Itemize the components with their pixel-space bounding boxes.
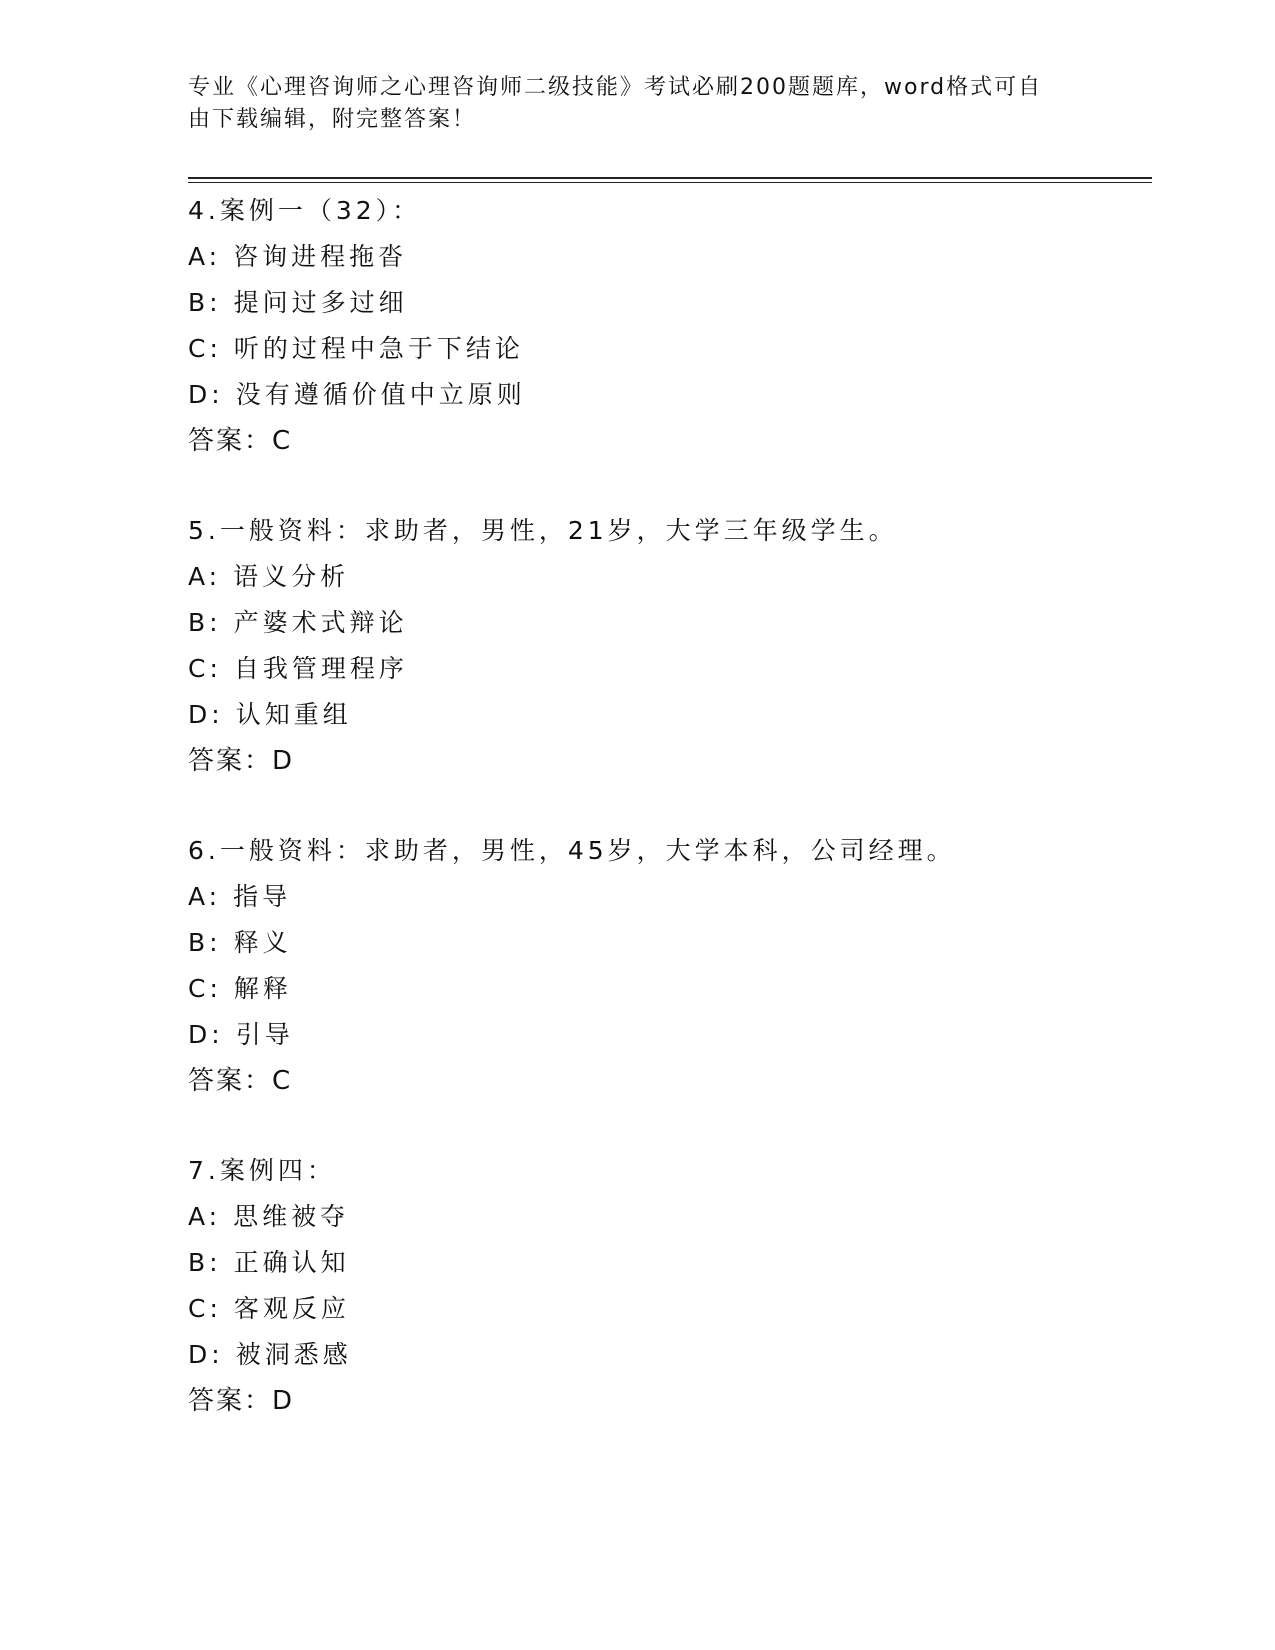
question-6 [188,828,1148,1104]
option-text: 听的过程中急于下结论 [233,334,524,363]
option-letter: A: [188,562,222,591]
option-text: 指导 [233,882,292,911]
option-d [188,1012,1148,1058]
question-list [188,188,1148,1468]
option-d [188,1332,1148,1378]
option-a [188,554,1148,600]
option-b [188,600,1148,646]
option-text: 释义 [233,928,292,957]
question-stem: 6.一般资料：求助者，男性，45岁，大学本科，公司经理。 [188,836,956,865]
question-5 [188,508,1148,784]
option-d [188,372,1148,418]
option-text: 解释 [233,974,292,1003]
option-letter: C: [188,974,222,1003]
option-letter: D: [188,1020,224,1049]
answer-line: 答案：D [188,1386,295,1416]
option-c [188,646,1148,692]
option-a [188,234,1148,280]
option-letter: D: [188,380,224,409]
option-text: 自我管理程序 [233,654,408,683]
answer-line: 答案：C [188,426,293,456]
option-text: 语义分析 [233,562,350,591]
option-text: 客观反应 [233,1294,350,1323]
option-text: 认知重组 [235,700,352,729]
option-d [188,692,1148,738]
option-text: 正确认知 [233,1248,350,1277]
option-c [188,966,1148,1012]
option-text: 提问过多过细 [233,288,408,317]
option-text: 引导 [235,1020,294,1049]
option-letter: A: [188,882,222,911]
option-letter: B: [188,1248,222,1277]
answer-line: 答案：C [188,1066,293,1096]
option-letter: C: [188,1294,222,1323]
question-stem: 5.一般资料：求助者，男性，21岁，大学三年级学生。 [188,516,898,545]
header-rule-thin [188,182,1152,183]
option-letter: C: [188,654,222,683]
option-letter: B: [188,288,222,317]
option-b [188,280,1148,326]
option-c [188,326,1148,372]
option-letter: D: [188,1340,224,1369]
option-c [188,1286,1148,1332]
option-letter: A: [188,242,222,271]
option-a [188,874,1148,920]
question-stem: 7.案例四： [188,1156,336,1185]
option-letter: B: [188,608,222,637]
option-b [188,920,1148,966]
header-line-2: 由下载编辑，附完整答案！ [188,107,477,132]
option-letter: D: [188,700,224,729]
option-text: 没有遵循价值中立原则 [235,380,526,409]
option-letter: B: [188,928,222,957]
option-b [188,1240,1148,1286]
document-header [188,72,1068,136]
question-stem: 4.案例一（32）： [188,196,422,225]
option-text: 产婆术式辩论 [233,608,408,637]
option-letter: C: [188,334,222,363]
header-rule-thick [188,177,1152,179]
option-letter: A: [188,1202,222,1231]
option-a [188,1194,1148,1240]
question-7 [188,1148,1148,1424]
option-text: 咨询进程拖沓 [233,242,408,271]
question-4 [188,188,1148,464]
option-text: 思维被夺 [233,1202,350,1231]
header-line-1: 专业《心理咨询师之心理咨询师二级技能》考试必刷200题题库，word格式可自 [188,75,1043,100]
answer-line: 答案：D [188,746,295,776]
option-text: 被洞悉感 [235,1340,352,1369]
